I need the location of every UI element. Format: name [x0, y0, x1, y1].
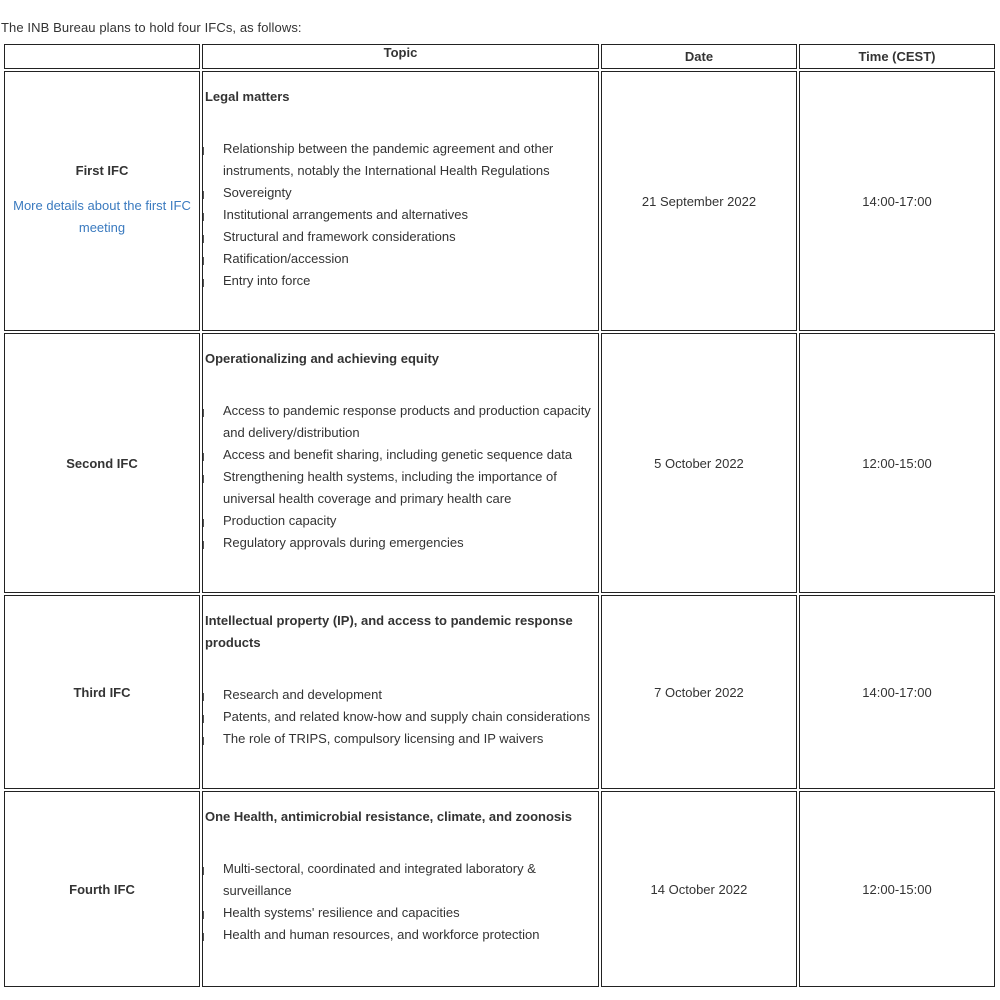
- ifc-schedule-table: [2, 42, 997, 989]
- list-item: Sovereignty: [203, 182, 598, 204]
- list-item: Regulatory approvals during emergencies: [203, 532, 598, 554]
- time-cell: 12:00-15:00: [799, 791, 995, 987]
- ifc-name: Second IFC: [66, 455, 138, 471]
- list-item: Ratification/accession: [203, 248, 598, 270]
- topic-cell: [202, 791, 599, 987]
- list-item: Structural and framework considerations: [203, 226, 598, 248]
- ifc-name-cell: [4, 333, 200, 593]
- intro-text: The INB Bureau plans to hold four IFCs, as follows:: [1, 20, 302, 35]
- table-header-row: [4, 44, 995, 69]
- topic-heading: One Health, antimicrobial resistance, climate, and zoonosis: [204, 809, 572, 824]
- topic-heading: Legal matters: [204, 89, 290, 104]
- topic-cell: [202, 71, 599, 331]
- date-cell: 21 September 2022: [601, 71, 797, 331]
- header-date: Date: [601, 44, 797, 69]
- list-item: Institutional arrangements and alternatives: [203, 204, 598, 226]
- list-item: Entry into force: [203, 270, 598, 292]
- ifc-name-cell: [4, 71, 200, 331]
- header-name: [4, 44, 200, 69]
- table-row: [4, 791, 995, 987]
- topic-heading: Intellectual property (IP), and access to pandemic response products: [204, 613, 573, 650]
- table-row: [4, 333, 995, 593]
- topic-list: [203, 684, 598, 750]
- list-item: The role of TRIPS, compulsory licensing and IP waivers: [203, 728, 598, 750]
- list-item: Access and benefit sharing, including genetic sequence data: [203, 444, 598, 466]
- date-cell: 7 October 2022: [601, 595, 797, 789]
- topic-list: [203, 858, 598, 946]
- topic-list: [203, 138, 598, 292]
- date-cell: 5 October 2022: [601, 333, 797, 593]
- list-item: Patents, and related know-how and supply chain considerations: [203, 706, 598, 728]
- header-time: Time (CEST): [799, 44, 995, 69]
- list-item: Research and development: [203, 684, 598, 706]
- ifc-name-cell: [4, 791, 200, 987]
- ifc-name: Fourth IFC: [69, 881, 135, 897]
- header-topic: Topic: [202, 44, 599, 69]
- list-item: Production capacity: [203, 510, 598, 532]
- time-cell: 14:00-17:00: [799, 71, 995, 331]
- ifc-name: First IFC: [75, 163, 129, 178]
- topic-cell: [202, 333, 599, 593]
- ifc-name-cell: [4, 595, 200, 789]
- list-item: Health systems' resilience and capacities: [203, 902, 598, 924]
- time-cell: 14:00-17:00: [799, 595, 995, 789]
- table-row: [4, 71, 995, 331]
- list-item: Access to pandemic response products and production capacity and delivery/distribution: [203, 400, 598, 444]
- topic-heading: Operationalizing and achieving equity: [204, 351, 440, 366]
- list-item: Relationship between the pandemic agreement and other instruments, notably the International Health Regulations: [203, 138, 598, 182]
- list-item: Strengthening health systems, including the importance of universal health coverage and primary health care: [203, 466, 598, 510]
- list-item: Health and human resources, and workforce protection: [203, 924, 598, 946]
- topic-cell: [202, 595, 599, 789]
- list-item: Multi-sectoral, coordinated and integrated laboratory & surveillance: [203, 858, 598, 902]
- topic-list: [203, 400, 598, 554]
- time-cell: 12:00-15:00: [799, 333, 995, 593]
- ifc-name: Third IFC: [73, 684, 131, 700]
- date-cell: 14 October 2022: [601, 791, 797, 987]
- table-row: [4, 595, 995, 789]
- first-ifc-details-link[interactable]: More details about the first IFC meeting: [13, 198, 191, 235]
